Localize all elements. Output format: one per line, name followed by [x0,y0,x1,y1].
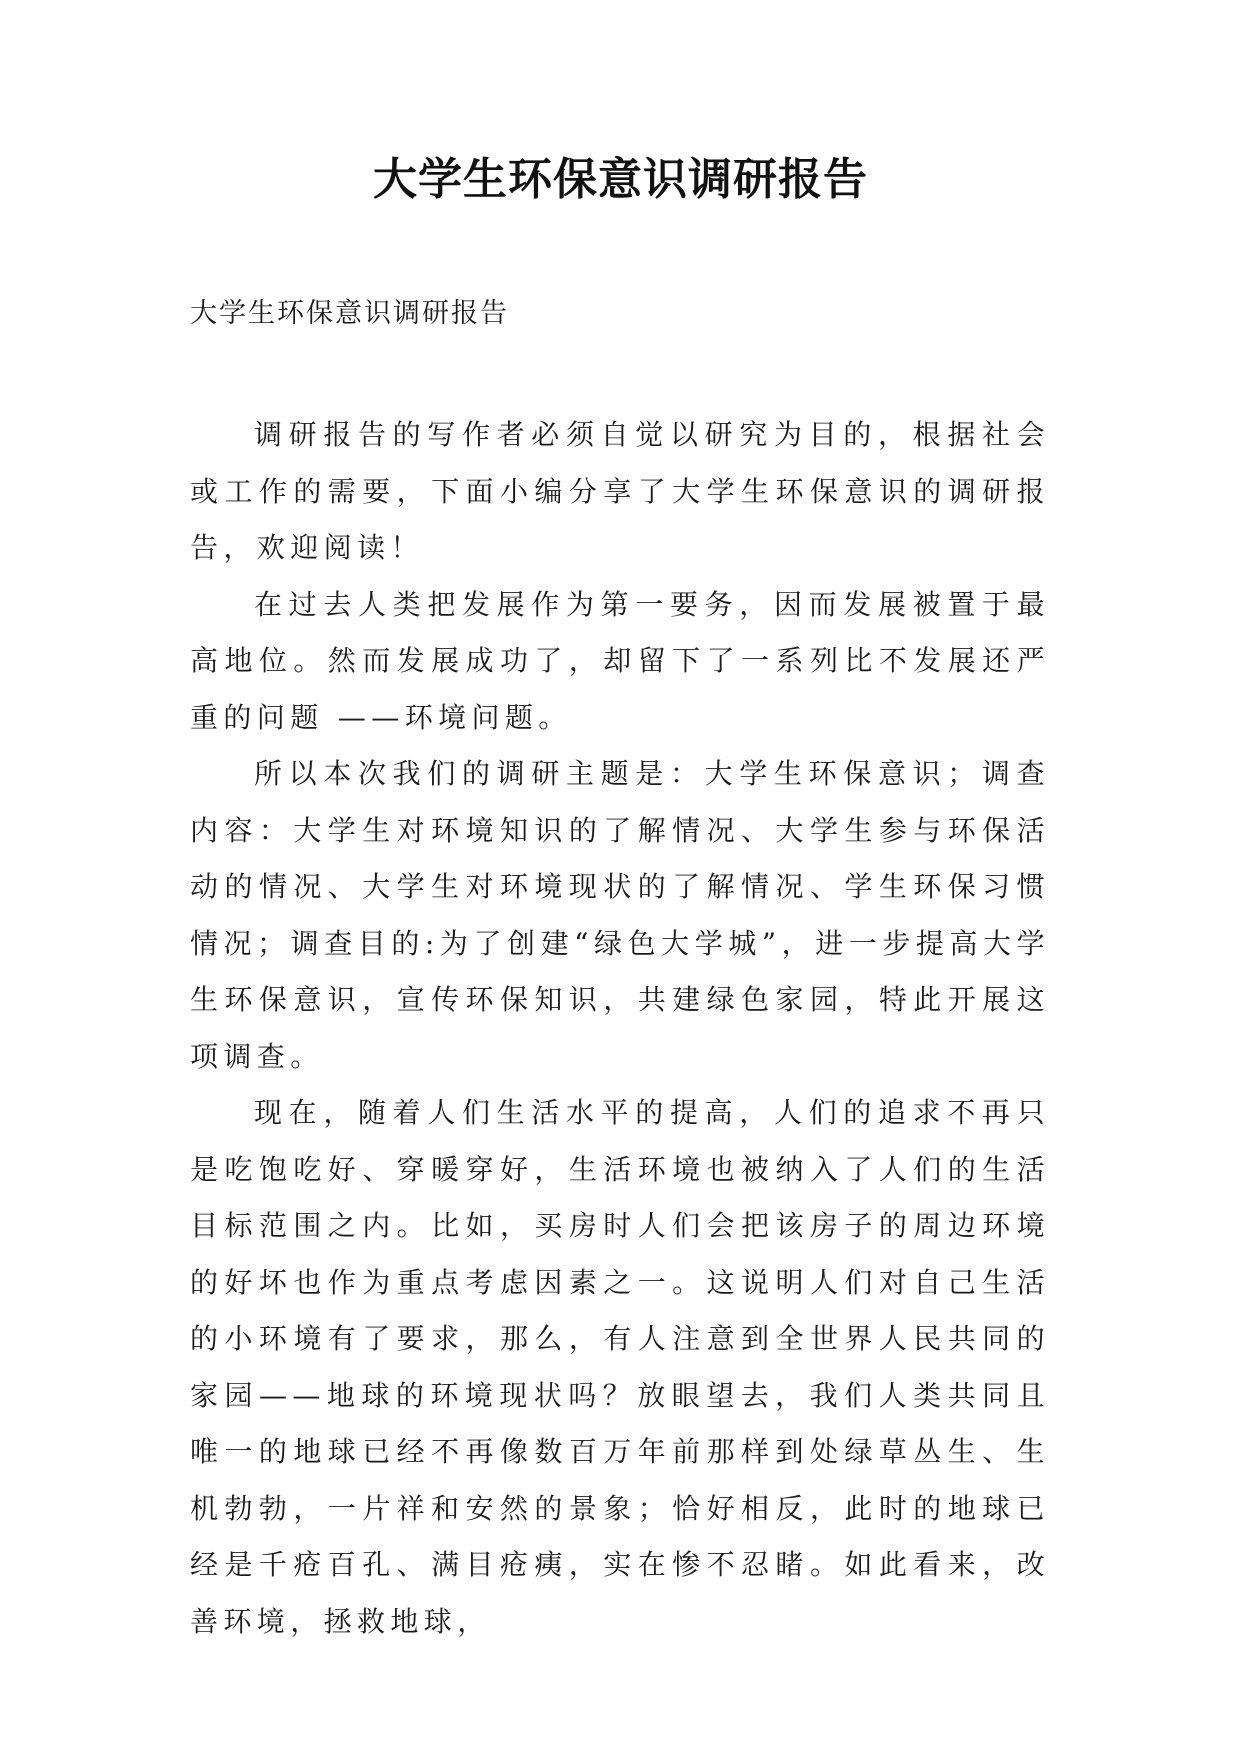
document-body [190,407,1050,1650]
paragraph-background: 在过去人类把发展作为第一要务，因而发展被置于最高地位。然而发展成功了，却留下了一系列比不发展还严重的问题 ——环境问题。 [190,587,1050,734]
document-subtitle: 大学生环保意识调研报告 [190,298,509,329]
paragraph-intro: 调研报告的写作者必须自觉以研究为目的，根据社会或工作的需要，下面小编分享了大学生环保意识的调研报告，欢迎阅读！ [190,418,1050,564]
paragraph-survey-scope: 所以本次我们的调研主题是：大学生环保意识；调查内容：大学生对环境知识的了解情况、大学生参与环保活动的情况、大学生对环境现状的了解情况、学生环保习惯情况；调查目的:为了创建“绿色大学城”，进一步提高大学生环保意识，宣传环保知识，共建绿色家园，特此开展这项调查。 [190,757,1050,1073]
document-title: 大学生环保意识调研报告 [373,154,868,205]
paragraph-current-situation: 现在，随着人们生活水平的提高，人们的追求不再只是吃饱吃好、穿暖穿好，生活环境也被纳入了人们的生活目标范围之内。比如，买房时人们会把该房子的周边环境的好坏也作为重点考虑因素之一。这说明人们对自己生活的小环境有了要求，那么，有人注意到全世界人民共同的家园——地球的环境现状吗？放眼望去，我们人类共同且唯一的地球已经不再像数百万年前那样到处绿草丛生、生机勃勃，一片祥和安然的景象；恰好相反，此时的地球已经是千疮百孔、满目疮痍，实在惨不忍睹。如此看来，改善环境，拯救地球， [190,1096,1050,1638]
